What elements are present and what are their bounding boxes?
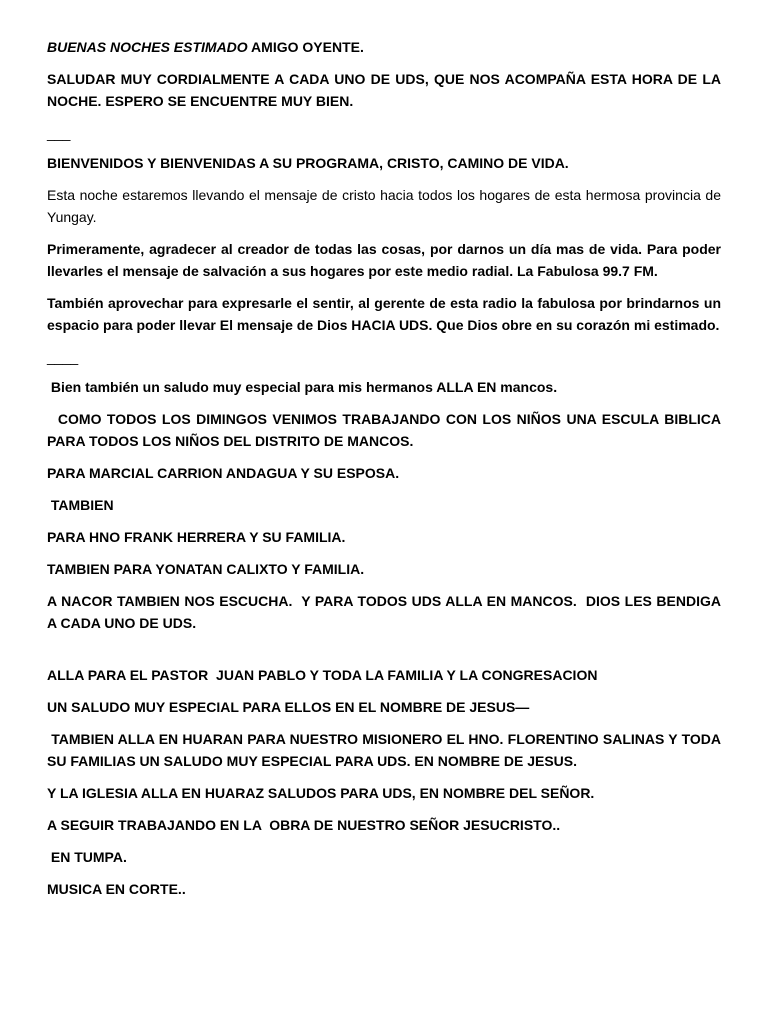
tumpa-line: EN TUMPA.: [47, 849, 127, 865]
salutation-paragraph: SALUDAR MUY CORDIALMENTE A CADA UNO DE UDS, QUE NOS ACOMPAÑA ESTA HORA DE LA NOCHE. ESPERO SE ENCUENTRE MUY BIEN.: [47, 71, 721, 109]
nacor-paragraph: A NACOR TAMBIEN NOS ESCUCHA. Y PARA TODOS UDS ALLA EN MANCOS. DIOS LES BENDIGA A CADA UNO DE UDS.: [47, 593, 729, 631]
marcial-line: PARA MARCIAL CARRION ANDAGUA Y SU ESPOSA.: [47, 465, 400, 481]
document-page: [47, 36, 729, 910]
huaran-paragraph: TAMBIEN ALLA EN HUARAN PARA NUESTRO MISIONERO EL HNO. FLORENTINO SALINAS Y TODA SU FAMILIAS UN SALUDO MUY ESPECIAL PARA UDS. EN NOMBRE DE JESUS.: [47, 731, 725, 769]
sunday-school-paragraph: COMO TODOS LOS DIMINGOS VENIMOS TRABAJANDO CON LOS NIÑOS UNA ESCULA BIBLICA PARA TODOS LOS NIÑOS DEL DISTRITO DE MANCOS.: [47, 411, 725, 449]
greeting-rest: AMIGO OYENTE.: [247, 39, 364, 55]
music-line: MUSICA EN CORTE..: [47, 881, 186, 897]
jesus-greeting-line: UN SALUDO MUY ESPECIAL PARA ELLOS EN EL NOMBRE DE JESUS—: [47, 699, 530, 715]
tambien-line: TAMBIEN: [47, 497, 114, 513]
thanks-manager-paragraph: También aprovechar para expresarle el sentir, al gerente de esta radio la fabulosa por brindarnos un espacio para poder llevar El mensaje de Dios HACIA UDS. Que Dios obre en su corazón mi estimado.: [47, 295, 721, 333]
greeting-line: [47, 36, 721, 58]
huaraz-line: Y LA IGLESIA ALLA EN HUARAZ SALUDOS PARA UDS, EN NOMBRE DEL SEÑOR.: [47, 785, 595, 801]
mancos-greeting: Bien también un saludo muy especial para mis hermanos ALLA EN mancos.: [47, 379, 558, 395]
separator-1: ___: [47, 125, 71, 141]
pastor-line: ALLA PARA EL PASTOR JUAN PABLO Y TODA LA FAMILIA Y LA CONGRESACION: [47, 667, 598, 683]
greeting-italic: BUENAS NOCHES ESTIMADO: [47, 39, 248, 55]
yonatan-line: TAMBIEN PARA YONATAN CALIXTO Y FAMILIA.: [47, 561, 365, 577]
tonight-paragraph: Esta noche estaremos llevando el mensaje de cristo hacia todos los hogares de esta hermosa provincia de Yungay.: [47, 187, 721, 225]
keep-working-line: A SEGUIR TRABAJANDO EN LA OBRA DE NUESTRO SEÑOR JESUCRISTO..: [47, 817, 561, 833]
separator-2: ____: [47, 349, 79, 365]
welcome-paragraph: BIENVENIDOS Y BIENVENIDAS A SU PROGRAMA, CRISTO, CAMINO DE VIDA.: [47, 155, 569, 171]
frank-line: PARA HNO FRANK HERRERA Y SU FAMILIA.: [47, 529, 346, 545]
blank-spacer: [47, 644, 721, 664]
gratitude-paragraph: Primeramente, agradecer al creador de todas las cosas, por darnos un día mas de vida. Para poder llevarles el mensaje de salvación a sus hogares por este medio radial. La Fabulosa 99.7 FM.: [47, 241, 721, 279]
